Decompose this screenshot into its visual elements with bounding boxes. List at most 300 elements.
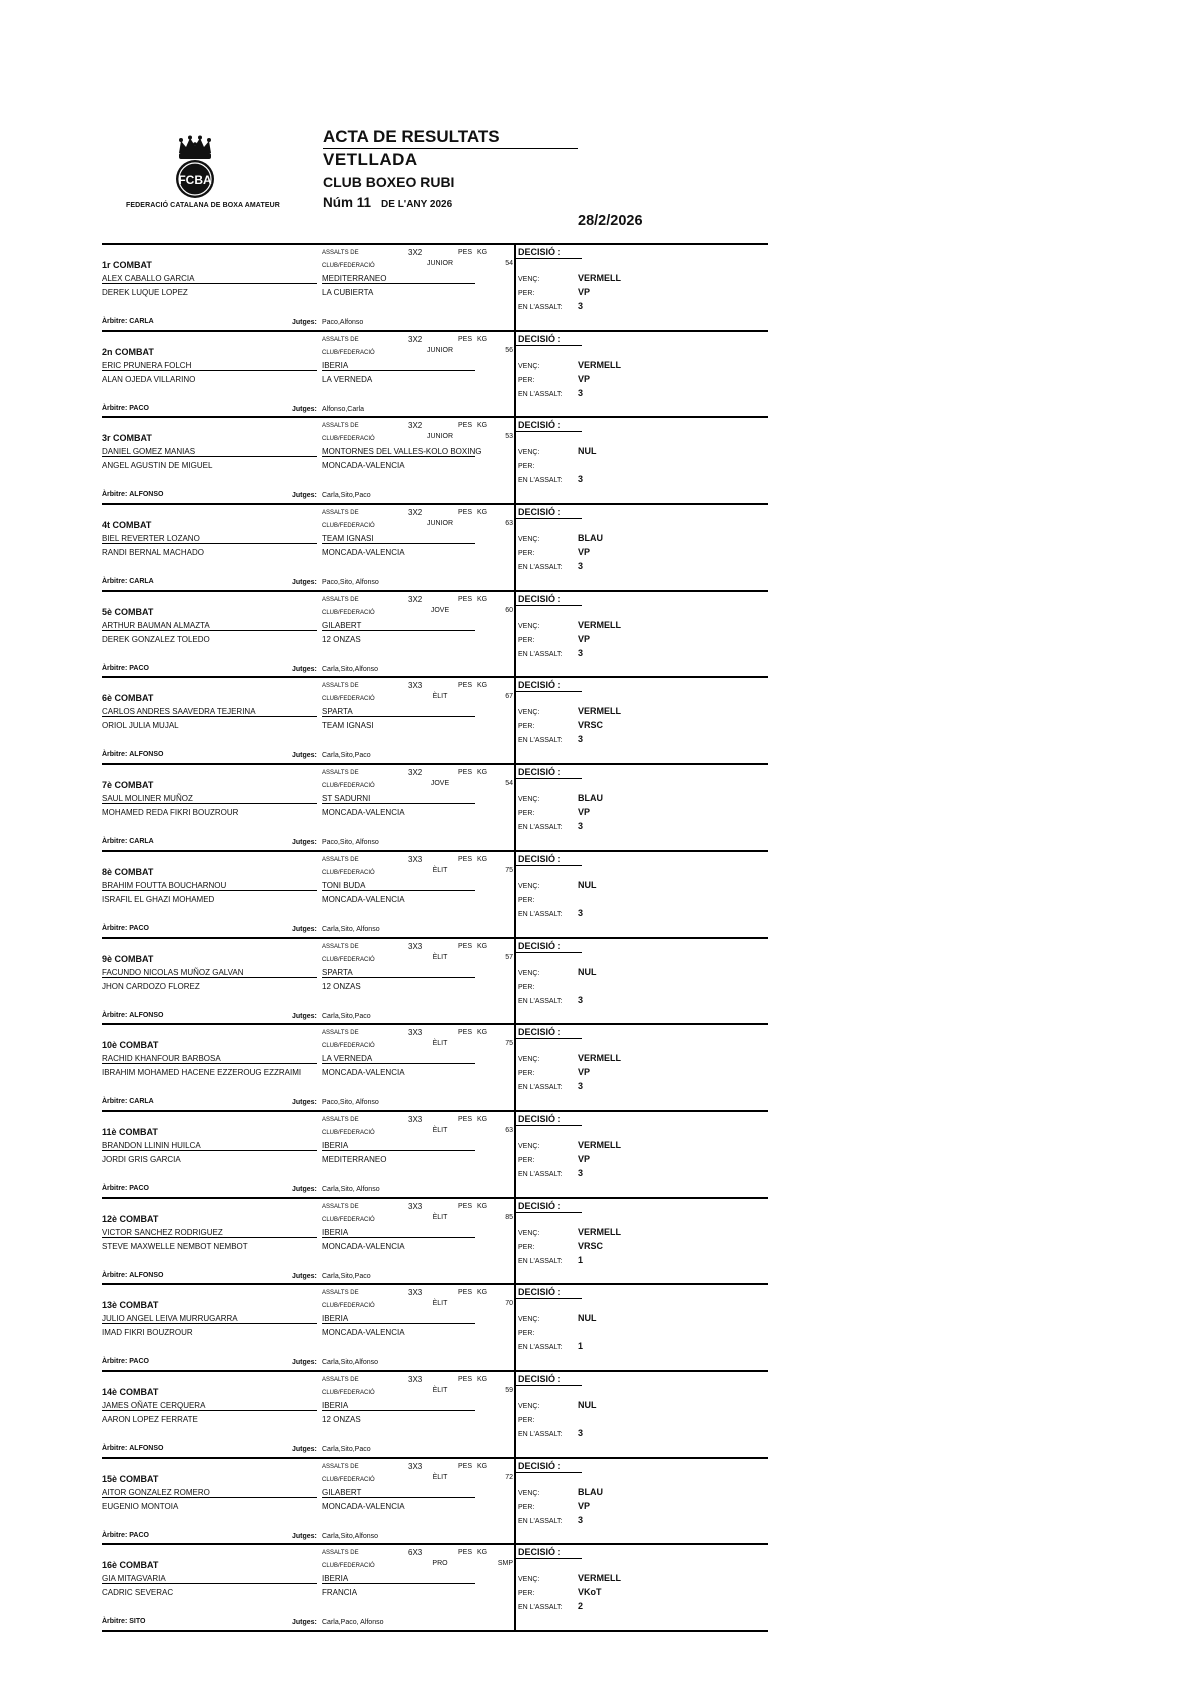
blue-corner-club: 12 ONZAS [322, 981, 361, 991]
red-corner-boxer: ARTHUR BAUMAN ALMAZTA [102, 621, 317, 631]
combat-row [102, 330, 768, 417]
round-label: EN L'ASSALT: [518, 910, 563, 918]
combat-row [102, 503, 768, 590]
svg-text:FCBA: FCBA [178, 173, 212, 187]
category: JUNIOR [426, 260, 454, 267]
round-label: EN L'ASSALT: [518, 1170, 563, 1178]
winner-label: VENÇ: [518, 622, 540, 630]
red-corner-boxer: BIEL REVERTER LOZANO [102, 534, 317, 544]
blue-corner-boxer: ORIOL JULIA MUJAL [102, 721, 179, 731]
winner-label: VENÇ: [518, 882, 540, 890]
referee-label: Àrbitre: [102, 664, 128, 672]
combat-row [102, 1457, 768, 1544]
category: JOVE [430, 780, 450, 788]
judges-label: Jutges: [292, 1272, 317, 1280]
combat-row [102, 850, 768, 937]
referee [102, 925, 149, 932]
kg-label: KG [477, 682, 488, 690]
referee [102, 838, 154, 845]
red-corner-boxer: RACHID KHANFOUR BARBOSA [102, 1054, 317, 1064]
rounds-label: ASSALTS DE [322, 423, 359, 430]
club-label: CLUB/FEDERACIÓ [322, 523, 375, 530]
blue-corner-club: 12 ONZAS [322, 634, 361, 644]
judges-names: Carla,Sito, Alfonso [322, 1185, 380, 1193]
round-value: 3 [578, 387, 584, 398]
referee-name: PACO [129, 1184, 149, 1192]
weight-value: 85 [505, 1213, 513, 1221]
method-label: PER: [518, 1070, 535, 1078]
combat-number: 11è COMBAT [102, 1126, 158, 1137]
method-value: VP [578, 1067, 591, 1078]
combat-number: 4t COMBAT [102, 520, 152, 531]
referee [102, 1618, 145, 1625]
method-label: PER: [518, 636, 535, 644]
referee [102, 578, 154, 585]
page-title: ACTA DE RESULTATS [323, 127, 578, 149]
round-label: EN L'ASSALT: [518, 564, 563, 572]
rounds-value: 3X3 [408, 1461, 423, 1471]
round-label: EN L'ASSALT: [518, 390, 563, 398]
kg-label: KG [477, 509, 488, 517]
judges-label: Jutges: [292, 1099, 317, 1107]
referee-label: Àrbitre: [102, 1444, 128, 1452]
combat-number: 12è COMBAT [102, 1213, 159, 1224]
combat-number: 14è COMBAT [102, 1386, 159, 1397]
kg-label: KG [477, 595, 488, 603]
blue-corner-club: MONCADA-VALENCIA [322, 548, 405, 558]
rounds-label: ASSALTS DE [322, 1290, 359, 1297]
blue-corner-club: MONCADA-VALENCIA [322, 894, 405, 904]
judges-names: Carla,Sito,Paco [322, 1445, 371, 1453]
club-label: CLUB/FEDERACIÓ [322, 869, 375, 876]
blue-corner-boxer: ALAN OJEDA VILLARINO [102, 374, 196, 384]
referee-name: CARLA [129, 318, 154, 325]
blue-corner-boxer: ISRAFIL EL GHAZI MOHAMED [102, 894, 215, 904]
round-value: 3 [578, 994, 584, 1005]
rounds-label: ASSALTS DE [322, 770, 359, 777]
round-value: 1 [578, 1254, 584, 1265]
judges-label: Jutges: [292, 579, 317, 587]
weight-label: PES [458, 249, 473, 256]
method-value: VP [578, 807, 591, 818]
round-label: EN L'ASSALT: [518, 737, 563, 745]
combat-number: 5è COMBAT [102, 606, 154, 617]
club-label: CLUB/FEDERACIÓ [322, 783, 375, 790]
winner-value: VERMELL [578, 359, 622, 370]
category: JUNIOR [426, 520, 454, 528]
round-label: EN L'ASSALT: [518, 1517, 563, 1525]
round-value: 1 [578, 1341, 584, 1352]
blue-corner-club: FRANCIA [322, 1588, 358, 1598]
combats-list [102, 243, 768, 1632]
category: JUNIOR [426, 346, 454, 354]
weight-label: PES [458, 1115, 473, 1123]
rounds-value: 3X2 [408, 768, 423, 778]
red-corner-club: MONTORNES DEL VALLES-KOLO BOXING [322, 447, 482, 457]
referee-label: Àrbitre: [102, 1098, 128, 1106]
red-corner-boxer: DANIEL GOMEZ MANIAS [102, 447, 317, 457]
blue-corner-boxer: DEREK LUQUE LOPEZ [102, 288, 188, 297]
winner-value: VERMELL [578, 619, 622, 630]
decision-title: DECISIÓ : [518, 1027, 561, 1038]
winner-label: VENÇ: [518, 276, 540, 283]
rounds-value: 3X2 [408, 334, 423, 344]
decision-underline [516, 258, 582, 259]
weight-label: PES [458, 509, 473, 517]
red-corner-boxer: BRAHIM FOUTTA BOUCHARNOU [102, 881, 317, 891]
decision-underline [516, 345, 582, 346]
referee-name: PACO [129, 1358, 149, 1366]
category: ÈLIT [432, 1040, 448, 1048]
kg-label: KG [477, 1375, 488, 1383]
rounds-value: 3X3 [408, 1028, 423, 1038]
referee [102, 1445, 163, 1452]
decision-title: DECISIÓ : [518, 420, 561, 431]
round-label: EN L'ASSALT: [518, 1084, 563, 1092]
decision-title: DECISIÓ : [518, 247, 561, 257]
rounds-label: ASSALTS DE [322, 1376, 359, 1383]
referee-name: ALFONSO [129, 751, 164, 759]
club-label: CLUB/FEDERACIÓ [322, 956, 375, 963]
round-value: 3 [578, 821, 584, 832]
club-label: CLUB/FEDERACIÓ [322, 436, 375, 443]
blue-corner-club: MONCADA-VALENCIA [322, 461, 405, 471]
blue-corner-club: MONCADA-VALENCIA [322, 1328, 405, 1338]
method-value: VP [578, 287, 591, 297]
method-value: VP [578, 633, 591, 644]
blue-corner-club: MEDITERRANEO [322, 1154, 387, 1164]
referee-label: Àrbitre: [102, 1271, 128, 1279]
referee-name: SITO [129, 1618, 146, 1626]
combat-row [102, 1110, 768, 1197]
category: JUNIOR [426, 433, 454, 441]
round-value: 3 [578, 561, 584, 572]
method-label: PER: [518, 1590, 535, 1598]
decision-title: DECISIÓ : [518, 333, 561, 344]
blue-corner-club: MONCADA-VALENCIA [322, 808, 405, 818]
combat-row [102, 1543, 768, 1632]
red-corner-boxer: ALEX CABALLO GARCIA [102, 274, 317, 284]
referee [102, 1532, 149, 1539]
kg-label: KG [477, 1289, 488, 1297]
referee [102, 1098, 154, 1105]
decision-underline [516, 1385, 582, 1386]
event-year: DE L'ANY 2026 [381, 199, 453, 210]
rounds-value: 3X3 [408, 1201, 423, 1211]
judges-label: Jutges: [292, 925, 317, 933]
judges-label: Jutges: [292, 839, 317, 847]
red-corner-boxer: VICTOR SANCHEZ RODRIGUEZ [102, 1228, 317, 1238]
weight-value: 56 [505, 346, 513, 354]
red-corner-club: IBERIA [322, 1228, 475, 1238]
weight-label: PES [458, 1549, 473, 1557]
judges-names: Carla,Sito, Alfonso [322, 925, 380, 933]
weight-label: PES [458, 682, 473, 690]
weight-value: 53 [505, 433, 513, 441]
winner-value: VERMELL [578, 1139, 622, 1150]
round-value: 3 [578, 474, 584, 485]
club-label: CLUB/FEDERACIÓ [322, 1216, 375, 1223]
combat-row [102, 676, 768, 763]
judges-label: Jutges: [292, 319, 317, 326]
club-label: CLUB/FEDERACIÓ [322, 263, 375, 269]
method-value: VKoT [578, 1587, 602, 1598]
category: ÈLIT [432, 1213, 448, 1221]
blue-corner-club: LA CUBIERTA [322, 288, 374, 297]
weight-value: 70 [505, 1300, 513, 1308]
weight-value: 72 [505, 1473, 513, 1481]
winner-label: VENÇ: [518, 362, 540, 370]
decision-title: DECISIÓ : [518, 1460, 561, 1471]
event-number [323, 195, 452, 210]
referee-name: PACO [129, 924, 149, 932]
winner-label: VENÇ: [518, 449, 540, 457]
round-value: 3 [578, 1427, 584, 1438]
method-label: PER: [518, 723, 535, 731]
event-number-value: Núm 11 [323, 195, 372, 210]
kg-label: KG [477, 1115, 488, 1123]
round-value: 3 [578, 647, 584, 658]
combat-row [102, 416, 768, 503]
winner-value: VERMELL [578, 706, 622, 717]
rounds-label: ASSALTS DE [322, 1203, 359, 1210]
rounds-label: ASSALTS DE [322, 1116, 359, 1123]
rounds-label: ASSALTS DE [322, 510, 359, 517]
organizer-club: CLUB BOXEO RUBI [323, 174, 455, 190]
referee-name: ALFONSO [129, 491, 164, 499]
winner-value: NUL [578, 1313, 597, 1324]
blue-corner-boxer: DEREK GONZALEZ TOLEDO [102, 634, 210, 644]
blue-corner-club: TEAM IGNASI [322, 721, 374, 731]
blue-corner-boxer: CADRIC SEVERAC [102, 1588, 174, 1598]
decision-underline [516, 1558, 582, 1559]
red-corner-club: GILABERT [322, 621, 475, 631]
rounds-value: 3X2 [408, 508, 423, 518]
rounds-value: 3X2 [408, 421, 423, 431]
decision-title: DECISIÓ : [518, 1373, 561, 1384]
winner-value: NUL [578, 879, 597, 890]
referee-name: CARLA [129, 1098, 154, 1106]
winner-label: VENÇ: [518, 536, 540, 544]
club-label: CLUB/FEDERACIÓ [322, 1563, 375, 1570]
method-label: PER: [518, 983, 535, 991]
red-corner-club: IBERIA [322, 1314, 475, 1324]
decision-underline [516, 1038, 582, 1039]
decision-underline [516, 1212, 582, 1213]
category: ÈLIT [432, 1300, 448, 1308]
blue-corner-boxer: ANGEL AGUSTIN DE MIGUEL [102, 461, 213, 471]
round-label: EN L'ASSALT: [518, 477, 563, 485]
method-label: PER: [518, 1416, 535, 1424]
weight-value: SMP [497, 1560, 513, 1568]
judges-names: Paco,Sito, Alfonso [322, 579, 379, 587]
decision-title: DECISIÓ : [518, 1547, 561, 1558]
weight-label: PES [458, 1375, 473, 1383]
referee-label: Àrbitre: [102, 1011, 128, 1019]
round-label: EN L'ASSALT: [518, 650, 563, 658]
round-label: EN L'ASSALT: [518, 1604, 563, 1612]
combat-row [102, 243, 768, 330]
method-label: PER: [518, 463, 535, 471]
referee-name: PACO [129, 404, 149, 412]
rounds-label: ASSALTS DE [322, 1463, 359, 1470]
decision-title: DECISIÓ : [518, 507, 561, 518]
combat-number: 2n COMBAT [102, 346, 154, 357]
blue-corner-boxer: IMAD FIKRI BOUZROUR [102, 1328, 193, 1338]
judges-names: Carla,Sito,Alfonso [322, 1532, 379, 1540]
method-value: VP [578, 373, 591, 384]
referee [102, 751, 163, 758]
weight-label: PES [458, 769, 473, 777]
combat-row [102, 590, 768, 677]
referee-name: ALFONSO [129, 1011, 164, 1019]
method-value: VRSC [578, 1240, 604, 1251]
weight-value: 67 [505, 693, 513, 701]
method-value: VP [578, 1500, 591, 1511]
combat-number: 6è COMBAT [102, 693, 154, 704]
event-type: VETLLADA [323, 150, 418, 169]
method-label: PER: [518, 1243, 535, 1251]
red-corner-boxer: ERIC PRUNERA FOLCH [102, 361, 317, 371]
judges-label: Jutges: [292, 1185, 317, 1193]
winner-value: NUL [578, 1399, 597, 1410]
judges-label: Jutges: [292, 752, 317, 760]
referee [102, 318, 154, 325]
red-corner-boxer: CARLOS ANDRES SAAVEDRA TEJERINA [102, 707, 317, 717]
judges-label: Jutges: [292, 1012, 317, 1020]
decision-title: DECISIÓ : [518, 767, 561, 778]
weight-value: 59 [505, 1386, 513, 1394]
round-value: 3 [578, 301, 584, 311]
kg-label: KG [477, 855, 488, 863]
weight-value: 60 [505, 606, 513, 614]
club-label: CLUB/FEDERACIÓ [322, 1303, 375, 1310]
judges-label: Jutges: [292, 665, 317, 673]
kg-label: KG [477, 1549, 488, 1557]
referee-label: Àrbitre: [102, 404, 128, 412]
round-value: 3 [578, 1514, 584, 1525]
referee-name: ALFONSO [129, 1271, 164, 1279]
referee-label: Àrbitre: [102, 1184, 128, 1192]
round-label: EN L'ASSALT: [518, 304, 563, 311]
weight-label: PES [458, 1029, 473, 1037]
decision-underline [516, 431, 582, 432]
kg-label: KG [477, 769, 488, 777]
referee [102, 405, 149, 412]
referee-name: PACO [129, 1531, 149, 1539]
weight-value: 63 [505, 1126, 513, 1134]
decision-title: DECISIÓ : [518, 853, 561, 864]
combat-row [102, 763, 768, 850]
winner-value: BLAU [578, 1486, 603, 1497]
decision-title: DECISIÓ : [518, 940, 561, 951]
decision-underline [516, 952, 582, 953]
combat-number: 9è COMBAT [102, 953, 154, 964]
round-label: EN L'ASSALT: [518, 997, 563, 1005]
category: ÈLIT [432, 693, 448, 701]
rounds-value: 3X3 [408, 1374, 423, 1384]
round-label: EN L'ASSALT: [518, 1430, 563, 1438]
referee-label: Àrbitre: [102, 751, 128, 759]
referee-label: Àrbitre: [102, 924, 128, 932]
rounds-label: ASSALTS DE [322, 250, 359, 256]
decision-underline [516, 1298, 582, 1299]
method-label: PER: [518, 376, 535, 384]
rounds-value: 3X3 [408, 681, 423, 691]
kg-label: KG [477, 1029, 488, 1037]
round-value: 2 [578, 1601, 584, 1612]
combat-row [102, 1197, 768, 1284]
red-corner-club: IBERIA [322, 1401, 475, 1411]
red-corner-boxer: BRANDON LLININ HUILCA [102, 1141, 317, 1151]
referee [102, 1185, 149, 1192]
rounds-label: ASSALTS DE [322, 856, 359, 863]
rounds-label: ASSALTS DE [322, 336, 359, 343]
rounds-label: ASSALTS DE [322, 943, 359, 950]
weight-label: PES [458, 1202, 473, 1210]
referee-label: Àrbitre: [102, 838, 128, 846]
federation-name: FEDERACIÓ CATALANA DE BOXA AMATEUR [126, 202, 280, 209]
combat-number: 10è COMBAT [102, 1040, 159, 1051]
red-corner-club: SPARTA [322, 707, 475, 717]
combat-number: 7è COMBAT [102, 780, 154, 791]
blue-corner-boxer: RANDI BERNAL MACHADO [102, 548, 204, 558]
winner-label: VENÇ: [518, 1056, 540, 1064]
referee [102, 1272, 163, 1279]
judges-names: Carla,Sito,Paco [322, 492, 371, 500]
blue-corner-club: LA VERNEDA [322, 374, 373, 384]
round-label: EN L'ASSALT: [518, 1257, 563, 1265]
club-label: CLUB/FEDERACIÓ [322, 609, 375, 616]
kg-label: KG [477, 422, 488, 430]
method-value: VP [578, 547, 591, 558]
decision-underline [516, 605, 582, 606]
judges-names: Carla,Sito,Paco [322, 1012, 371, 1020]
blue-corner-club: MONCADA-VALENCIA [322, 1068, 405, 1078]
rounds-label: ASSALTS DE [322, 1550, 359, 1557]
referee-label: Àrbitre: [102, 1531, 128, 1539]
judges-names: Paco,Sito, Alfonso [322, 839, 379, 847]
method-label: PER: [518, 1503, 535, 1511]
winner-value: BLAU [578, 533, 603, 544]
judges-label: Jutges: [292, 1359, 317, 1367]
blue-corner-club: MONCADA-VALENCIA [322, 1501, 405, 1511]
winner-label: VENÇ: [518, 709, 540, 717]
blue-corner-boxer: STEVE MAXWELLE NEMBOT NEMBOT [102, 1241, 248, 1251]
blue-corner-boxer: AARON LOPEZ FERRATE [102, 1414, 198, 1424]
decision-underline [516, 865, 582, 866]
rounds-label: ASSALTS DE [322, 1030, 359, 1037]
category: ÈLIT [432, 1386, 448, 1394]
decision-title: DECISIÓ : [518, 680, 561, 691]
red-corner-club: IBERIA [322, 1574, 475, 1584]
weight-label: PES [458, 422, 473, 430]
club-label: CLUB/FEDERACIÓ [322, 1389, 375, 1396]
red-corner-boxer: GIA MITAGVARIA [102, 1574, 317, 1584]
kg-label: KG [477, 1462, 488, 1470]
referee-label: Àrbitre: [102, 491, 128, 499]
blue-corner-boxer: JORDI GRIS GARCIA [102, 1154, 181, 1164]
red-corner-boxer: JAMES OÑATE CERQUERA [102, 1401, 317, 1411]
blue-corner-boxer: MOHAMED REDA FIKRI BOUZROUR [102, 808, 239, 818]
judges-names: Paco,Alfonso [322, 319, 364, 326]
blue-corner-boxer: EUGENIO MONTOIA [102, 1501, 179, 1511]
rounds-label: ASSALTS DE [322, 596, 359, 603]
winner-label: VENÇ: [518, 1402, 540, 1410]
category: ÈLIT [432, 866, 448, 874]
method-label: PER: [518, 550, 535, 558]
kg-label: KG [477, 942, 488, 950]
